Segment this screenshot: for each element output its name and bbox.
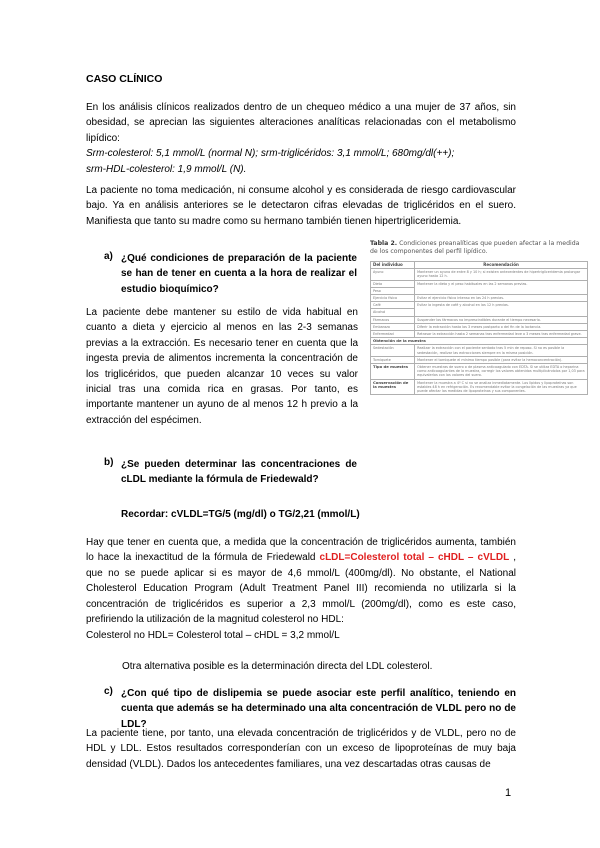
table-cell: Dieta	[371, 280, 415, 287]
table-title-number: Tabla 2.	[370, 240, 398, 247]
table-section-label: Conservación de la muestra	[371, 379, 415, 395]
table-cell: Realizar la extracción con el paciente sentado tras 5 min de reposo. Si no es posible la sedestación, realizar las extracciones siempre en la misma posición.	[415, 345, 588, 356]
table-cell: Obtener muestras de suero o de plasma anticoagulado con EDTA. Si se utiliza EDTA o heparina como anticoagulantes de la muestra, corregir los valores obtenidos multiplicándolos por 1,03 para equivalerlos con los valores del suero.	[415, 364, 588, 380]
intro-paragraph	[86, 100, 516, 177]
table-cell: Retrasar la extracción hasta 2 semanas tras enfermedad leve o 3 meses tras enfermedad grave.	[415, 331, 588, 338]
table-cell: Enfermedad	[371, 331, 415, 338]
question-a-text: ¿Qué condiciones de preparación de la paciente se han de tener en cuenta a la hora de realizar el estudio bioquímico?	[121, 253, 357, 295]
table-section-label: Obtención de la muestra	[371, 338, 588, 345]
case-heading: CASO CLÍNICO	[86, 73, 163, 85]
table-cell: Mantener un ayuno de entre 8 y 10 h; si existen antecedentes de hipertrigliceridemia prolongar ayuno hasta 12 h.	[415, 269, 588, 280]
answer-b-part1: Hay que tener en cuenta que, a medida que la concentración de triglicéridos aumenta, también lo hace la inexactitud de la fórmula de Friedewald	[86, 537, 516, 564]
table-row	[371, 316, 588, 323]
table-cell: Suspender los fármacos no imprescindibles durante el tiempo necesario.	[415, 316, 588, 323]
table-row	[371, 323, 588, 330]
table-cell: Embarazo	[371, 323, 415, 330]
table-row	[371, 302, 588, 309]
table-section-label: Tipo de muestra	[371, 364, 415, 380]
table-cell: Café	[371, 302, 415, 309]
table-col-header: Recomendación	[415, 262, 588, 269]
page-number: 1	[505, 787, 512, 799]
table-title-text: Condiciones preanalíticas que pueden afectar a la medida de los componentes del perfil lipídico.	[370, 240, 580, 255]
question-c-label: c)	[104, 686, 113, 697]
answer-c-paragraph: La paciente tiene, por tanto, una elevada concentración de triglicéridos y de VLDL, pero no de HDL y LDL. Estos resultados corresponderían con un exceso de lipoproteínas de muy baja densidad (VLDL). Dados los antecedentes familiares, una vez descartadas otras causas de	[86, 728, 516, 770]
answer-b-paragraph	[86, 535, 516, 627]
answer-b-part2: , que no se puede aplicar si es mayor de 4,6 mmol/L (400mg/dl). No obstante, el National Cholesterol Education Program (Adult Treatment Panel III) recomienda no utilizarla si la concentración de triglicéridos es superior a 2,3 mmol/L (200mg/dl), como es este caso, prefiriendo la utilización de la magnitud colesterol no HDL:	[86, 552, 516, 626]
table-row	[371, 345, 588, 356]
answer-a-paragraph: La paciente debe mantener su estilo de vida habitual en cuanto a dieta y ejercicio al menos en las 2-3 semanas previas a la extracción. Es necesario tener en cuenta que la ingesta previa de alimentos incrementa la concentración de los triglicéridos, que pueden alcanzar 10 veces su valor inicial tras una comida rica en grasas. Por tanto, es importante mantener un ayuno de al menos 12 h previo a la extracción del espécimen.	[86, 307, 358, 426]
table-cell: Ejercicio físico	[371, 295, 415, 302]
table-cell: Mantener la muestra a 4º C si no se analiza inmediatamente. Los lípidos y lipoproteínas son estables 48 h en refrigeración. Es recomendable evitar la congelación de las muestras ya que puede afectar las medidas de lipoproteínas y sus componentes.	[415, 379, 588, 395]
table-row	[371, 280, 588, 287]
alternative-paragraph: Otra alternativa posible es la determinación directa del LDL colesterol.	[122, 661, 433, 672]
table-row	[371, 379, 588, 395]
table-header-row	[371, 262, 588, 269]
table-row	[371, 356, 588, 363]
table-cell: Mantener el torniquete el mínimo tiempo posible (para evitar la hemoconcentración).	[415, 356, 588, 363]
table-row	[371, 295, 588, 302]
labs-line-2: srm-HDL-colesterol: 1,9 mmol/L (N).	[86, 163, 247, 175]
table-cell: Diferir la extracción hasta los 3 meses postparto o del fin de la lactancia.	[415, 323, 588, 330]
table-col-header: Del individuo	[371, 262, 415, 269]
table-cell: Evitar el ejercicio físico intenso en las 24 h previas.	[415, 295, 588, 302]
table-row	[371, 364, 588, 380]
question-a-label: a)	[104, 251, 113, 262]
table-title	[370, 240, 588, 256]
table-cell: Alcohol	[371, 309, 415, 316]
table-cell: Torniquete	[371, 356, 415, 363]
friedewald-formula: cLDL=Colesterol total – cHDL – cVLDL	[319, 552, 510, 564]
non-hdl-formula: Colesterol no HDL= Colesterol total – cHDL = 3,2 mmol/L	[86, 630, 340, 641]
table-cell: Peso	[371, 287, 415, 294]
intro-text: En los análisis clínicos realizados dentro de un chequeo médico a una mujer de 37 años, sin obesidad, se aprecian las siguientes alteraciones analíticas relacionadas con el metabolismo lipídico:	[86, 102, 516, 144]
table-cell: Ayuno	[371, 269, 415, 280]
question-b-recall: Recordar: cVLDL=TG/5 (mg/dl) o TG/2,21 (mmol/L)	[121, 509, 360, 520]
table-cell: Sedestación	[371, 345, 415, 356]
question-c-text: ¿Con qué tipo de dislipemia se puede asociar este perfil analítico, teniendo en cuenta que además se ha determinado una alta concentración de VLDL pero no de LDL?	[121, 688, 516, 730]
question-b-text: ¿Se pueden determinar las concentraciones de cLDL mediante la fórmula de Friedewald?	[121, 459, 357, 486]
question-b-label: b)	[104, 457, 114, 468]
table-row	[371, 269, 588, 280]
table-section-row	[371, 338, 588, 345]
preanalytic-table-figure	[370, 240, 588, 508]
table-cell: Fármacos	[371, 316, 415, 323]
background-paragraph: La paciente no toma medicación, ni consume alcohol y es considerada de riesgo cardiovascular bajo. Ya en análisis anteriores se le detectaron cifras elevadas de triglicéridos en el suero. Manifiesta que tanto su madre como su hermano también tienen hipertrigliceridemia.	[86, 185, 516, 227]
preanalytic-table	[370, 261, 588, 395]
table-cell: Evitar la ingesta de café y alcohol en las 12 h previas.	[415, 302, 588, 316]
table-row	[371, 331, 588, 338]
table-cell: Mantener la dieta y el peso habituales en las 2 semanas previas.	[415, 280, 588, 294]
labs-line-1: Srm-colesterol: 5,1 mmol/L (normal N); srm-triglicéridos: 3,1 mmol/L; 680mg/dl(++);	[86, 148, 455, 160]
